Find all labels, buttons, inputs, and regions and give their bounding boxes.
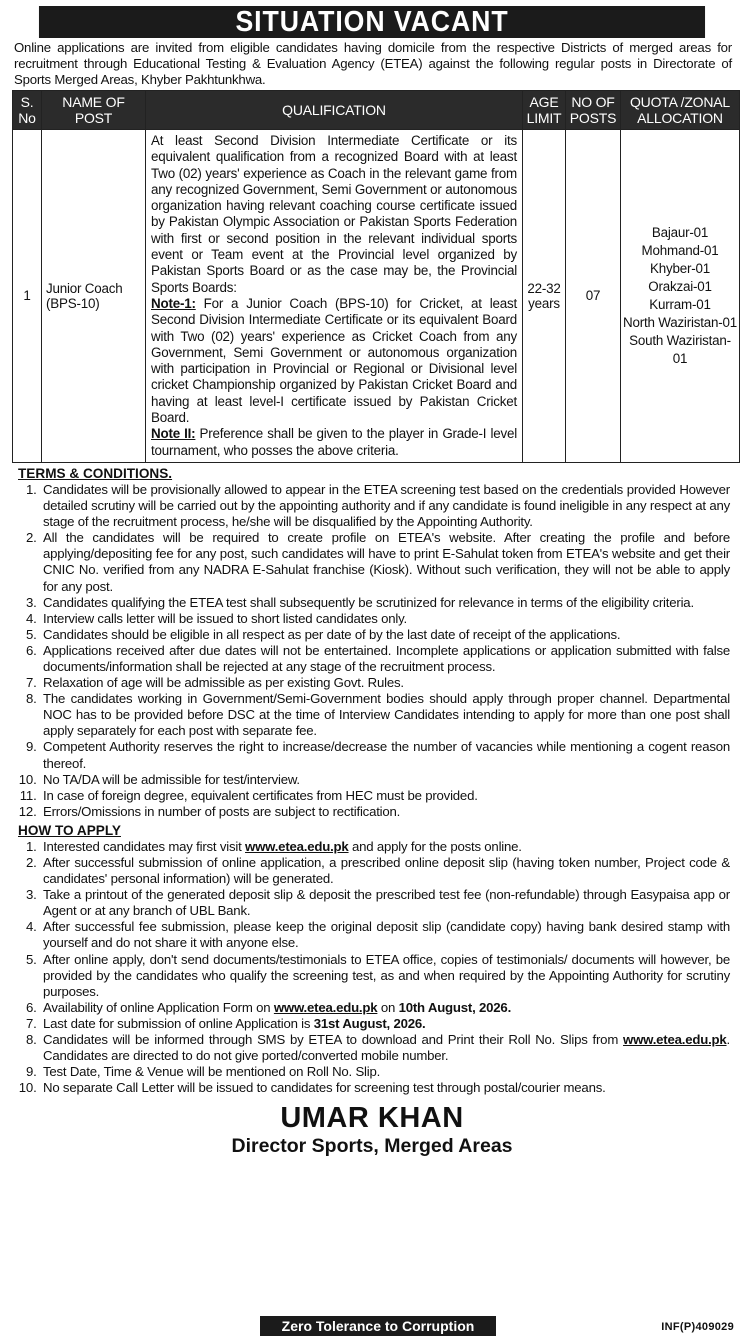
quota-item: Orakzai-01: [648, 278, 712, 294]
how-to-apply-list: [4, 839, 740, 1097]
list-item: [40, 1000, 730, 1016]
list-item: 1. Candidates will be provisionally allowed to appear in the ETEA screening test based on the credentials provided However detailed scrutiny will be carried out by the appointing authority and if any candidate is found ineligible in any respect at any stage of the recruitment process, he/she will be disqualified by the Appointing Authority.: [40, 482, 730, 530]
header-no-of-posts: NO OF POSTS: [566, 91, 621, 130]
apply-text: Candidates will be informed through SMS by ETEA to download and Print their Roll No. Slips from: [43, 1032, 624, 1048]
header-name-of-post: NAME OF POST: [42, 91, 146, 130]
list-item: 10. No separate Call Letter will be issued to candidates for screening test through postal/courier means.: [40, 1080, 730, 1096]
note-2-text: Preference shall be given to the player in Grade-I level tournament, who posses the above criteria.: [151, 426, 517, 458]
list-item: [40, 1016, 730, 1032]
list-item: 9. Test Date, Time & Venue will be mentioned on Roll No. Slip.: [40, 1064, 730, 1080]
apply-text: Availability of online Application Form on: [43, 999, 274, 1015]
apply-text: . Candidates are directed to do not give ported/converted mobile number.: [43, 1032, 730, 1064]
list-item: [40, 1032, 730, 1064]
posts-table: [12, 90, 740, 463]
note-2-label: Note II:: [151, 426, 196, 442]
cell-age-limit: 22-32 years: [523, 130, 566, 463]
list-item: 4. After successful fee submission, please keep the original deposit slip (candidate copy) having bank desired stamp with yourself and do not share it with anyone else.: [40, 919, 730, 951]
list-item: 2. All the candidates will be required to create profile on ETEA's website. After creating the profile and before applying/depositing fee for any post, such candidates will have to print E-Sahulat token from ETEA's website and get their CNIC No. verified from any NADRA E-Sahulat franchise (Kiosk). Without such verification, they will not be able to apply for any post.: [40, 530, 730, 594]
list-item: 11. In case of foreign degree, equivalent certificates from HEC must be provided.: [40, 788, 730, 804]
list-item: 5. Candidates should be eligible in all respect as per date of by the last date of receipt of the applications.: [40, 627, 730, 643]
list-item: 3. Take a printout of the generated deposit slip & deposit the prescribed test fee (non-refundable) through Easypaisa app or Agent or at any branch of UBL Bank.: [40, 887, 730, 919]
note-1-text: For a Junior Coach (BPS-10) for Cricket, at least Second Division Intermediate Certificate or its equivalent Board with Two (02) years' experience as Cricket Coach from any Government, Semi Government or autonomous organization with participation in Provincial or Regional or Divisional level cricket Championship organized by Pakistan Cricket Board and having at least level-I certificate issued by Pakistan Cricket Board.: [151, 295, 517, 426]
list-item: 3. Candidates qualifying the ETEA test shall subsequently be scrutinized for relevance in terms of the eligibility criteria.: [40, 595, 730, 611]
advertisement-page: [0, 6, 744, 1342]
availability-date: 10th August, 2026.: [398, 999, 512, 1015]
page-title: SITUATION VACANT: [39, 6, 705, 38]
list-item: 5. After online apply, don't send documents/testimonials to ETEA office, copies of testimonials/ documents will however, be provided by the candidates who qualify the screening test, as and when required by the Appointing Authority for scrutiny purposes.: [40, 952, 730, 1000]
quota-item: Kurram-01: [649, 296, 711, 312]
quota-item: Mohmand-01: [641, 242, 719, 258]
table-row: [13, 130, 740, 463]
header-quota: QUOTA /ZONAL ALLOCATION: [621, 91, 740, 130]
cell-sno: 1: [13, 130, 42, 463]
cell-quota: [621, 130, 740, 463]
intro-paragraph: Online applications are invited from eligible candidates having domicile from the respective Districts of merged areas for recruitment through Educational Testing & Evaluation Agency (ETEA) against the following regular posts in Directorate of Sports Merged Areas, Khyber Pakhtunkhwa.: [14, 40, 732, 87]
quota-item: North Waziristan-01: [622, 314, 738, 330]
list-item: [40, 839, 730, 855]
list-item: 10. No TA/DA will be admissible for test/interview.: [40, 772, 730, 788]
cell-qualification: [146, 130, 523, 463]
table-header-row: [13, 91, 740, 130]
header-qualification: QUALIFICATION: [146, 91, 523, 130]
footer-slogan: Zero Tolerance to Corruption: [260, 1316, 496, 1336]
etea-website-link[interactable]: www.etea.edu.pk: [245, 838, 349, 854]
signatory-name: UMAR KHAN: [280, 1102, 464, 1135]
etea-website-link[interactable]: www.etea.edu.pk: [273, 999, 378, 1015]
etea-website-link[interactable]: www.etea.edu.pk: [623, 1032, 727, 1048]
terms-heading: TERMS & CONDITIONS.: [18, 465, 173, 481]
signatory-title: Director Sports, Merged Areas: [231, 1135, 513, 1158]
list-item: 6. Applications received after due dates will not be entertained. Incomplete applications or application submitted with false documents/information shall be rejected at any stage of the recruitment process.: [40, 643, 730, 675]
list-item: 12. Errors/Omissions in number of posts are subject to rectification.: [40, 804, 730, 820]
quota-item: South Waziristan-01: [629, 332, 731, 366]
quota-item: Bajaur-01: [651, 224, 709, 240]
last-date: 31st August, 2026.: [313, 1015, 426, 1031]
list-item: 7. Relaxation of age will be admissible as per existing Govt. Rules.: [40, 675, 730, 691]
header-age-limit: AGE LIMIT: [523, 91, 566, 130]
list-item: 8. The candidates working in Government/Semi-Government bodies should apply through proper channel. Departmental NOC has to be provided before DSC at the time of Interview Candidates intending to apply for more than one post shall apply separately for each post with separate fee.: [40, 691, 730, 739]
cell-post-name: Junior Coach (BPS-10): [42, 130, 146, 463]
footer-code: INF(P)409029: [661, 1321, 734, 1333]
apply-text: and apply for the posts online.: [348, 838, 522, 854]
header-sno: S. No: [13, 91, 42, 130]
qualification-text: At least Second Division Intermediate Certificate or its equivalent qualification from a recognized Board with at least Two (02) years' experience as Coach in the relevant game from any recognized Government, Semi Government or autonomous organization having relevant coaching course certificate issued by Pakistan Olympic Association or Pakistan Sports Federation with first or second position in the relevant individual sports event or Team event at the Provincial level organized by Pakistan Sports Board or as the case may be, the Provincial Sports Boards:: [151, 133, 517, 295]
apply-text: on: [377, 999, 399, 1015]
list-item: 4. Interview calls letter will be issued to short listed candidates only.: [40, 611, 730, 627]
note-1-label: Note-1:: [151, 295, 196, 311]
cell-no-of-posts: 07: [566, 130, 621, 463]
list-item: 2. After successful submission of online application, a prescribed online deposit slip (having token number, Project code & candidates' personal information) will be generated.: [40, 855, 730, 887]
how-to-apply-heading: HOW TO APPLY: [18, 822, 121, 838]
apply-text: Last date for submission of online Application is: [43, 1015, 314, 1031]
apply-text: Interested candidates may first visit: [43, 838, 246, 854]
terms-list: [4, 482, 740, 820]
list-item: 9. Competent Authority reserves the right to increase/decrease the number of vacancies while mentioning a cogent reason thereof.: [40, 739, 730, 771]
quota-item: Khyber-01: [650, 260, 710, 276]
